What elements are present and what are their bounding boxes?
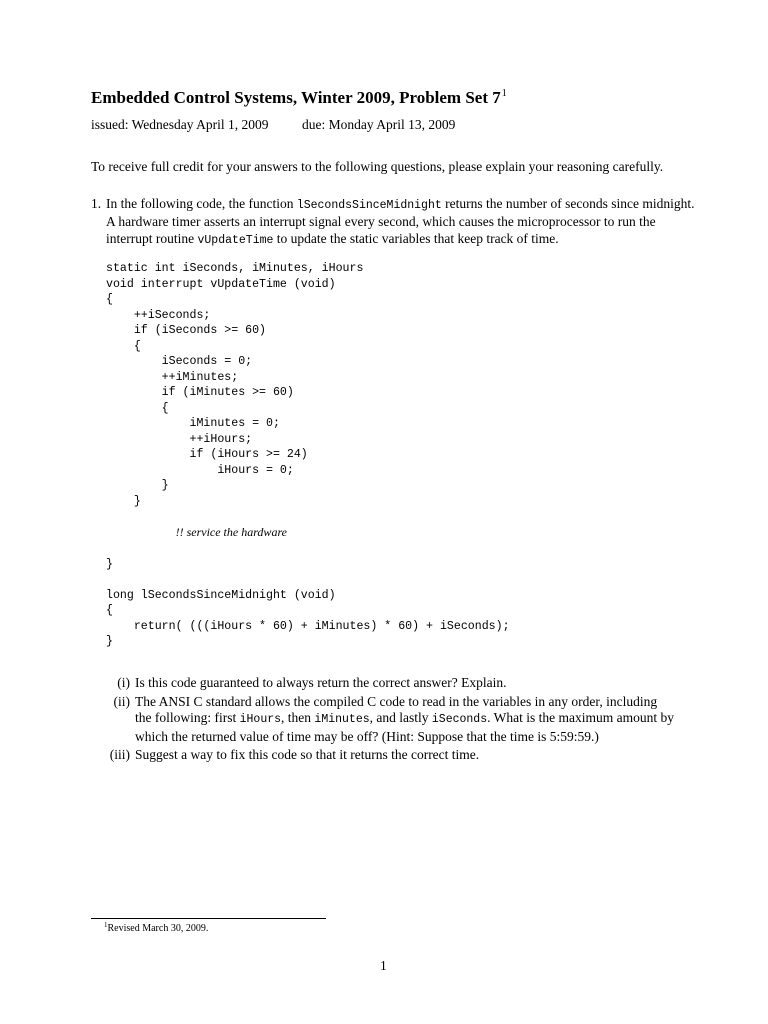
question-1-line-2: A hardware timer asserts an interrupt signal every second, which causes the microprocessor to run the (106, 214, 656, 230)
code-comment-indent (106, 527, 176, 540)
code-block-bottom: } long lSecondsSinceMidnight (void) { return( (((iHours * 60) + iMinutes) * 60) + iSeconds); } (106, 557, 510, 648)
title-footnote-mark: 1 (501, 88, 507, 99)
subquestion-ii (113, 694, 674, 745)
issued-date: issued: Wednesday April 1, 2009 (91, 117, 269, 132)
subquestion-iii-text: Suggest a way to fix this code so that it returns the correct time. (135, 747, 480, 762)
q1-routine-name: vUpdateTime (197, 233, 274, 247)
var-iminutes: iMinutes (314, 713, 370, 727)
code-comment: !! service the hardware (175, 524, 287, 539)
subquestion-ii-line-1: The ANSI C standard allows the compiled C code to read in the variables in any order, including (135, 694, 658, 709)
var-iseconds: iSeconds (431, 713, 488, 727)
question-1-number: 1. (91, 196, 102, 211)
sqii-text-a: the following: first (135, 710, 237, 726)
subquestion-i-text: Is this code guaranteed to always return the correct answer? Explain. (135, 675, 507, 690)
sqii-text-d: . What is the maximum amount by (487, 710, 674, 726)
subquestion-ii-line-2 (135, 710, 674, 728)
question-1-line-3 (106, 231, 681, 249)
instructions-paragraph: To receive full credit for your answers to the following questions, please explain your reasoning carefully. (91, 159, 664, 174)
q1-function-name: lSecondsSinceMidnight (296, 199, 442, 212)
question-1-line-1 (106, 196, 695, 214)
subquestion-i (117, 675, 507, 691)
subquestion-i-label: (i) (117, 675, 130, 690)
q1-line3-text-a: interrupt routine (106, 230, 195, 246)
footnote-divider (91, 918, 326, 919)
page-number: 1 (380, 958, 387, 973)
footnote-mark: 1 (104, 921, 108, 929)
q1-line1-text-a: In the following code, the function (106, 196, 294, 211)
q1-line3-text-b: to update the static variables that keep track of time. (276, 230, 559, 246)
var-ihours: iHours (239, 713, 282, 727)
subquestion-ii-label: (ii) (113, 694, 130, 709)
footnote (104, 921, 208, 934)
due-date: due: Monday April 13, 2009 (302, 117, 456, 132)
title-text: Embedded Control Systems, Winter 2009, Problem Set 7 (91, 88, 501, 107)
footnote-text: Revised March 30, 2009. (107, 923, 209, 934)
sqii-text-b: , then (281, 710, 312, 726)
code-block-top: static int iSeconds, iMinutes, iHours void interrupt vUpdateTime (void) { ++iSeconds; if (iSeconds >= 60) { iSeconds = 0; ++iMinutes; if (iMinutes >= 60) { iMinutes = 0; ++iHours; if (iHours >= 24) iHours = 0; } } (106, 262, 364, 508)
subquestion-iii-label: (iii) (109, 747, 130, 762)
code-listing (106, 261, 510, 650)
subquestion-iii (109, 747, 480, 763)
page-title (91, 88, 507, 108)
question-1-text (106, 196, 695, 249)
q1-line1-text-b: returns the number of seconds since midnight. (445, 196, 695, 211)
sqii-text-c: , and lastly (369, 710, 429, 726)
subquestion-ii-line-3: which the returned value of time may be off? (Hint: Suppose that the time is 5:59:59.) (135, 728, 599, 744)
